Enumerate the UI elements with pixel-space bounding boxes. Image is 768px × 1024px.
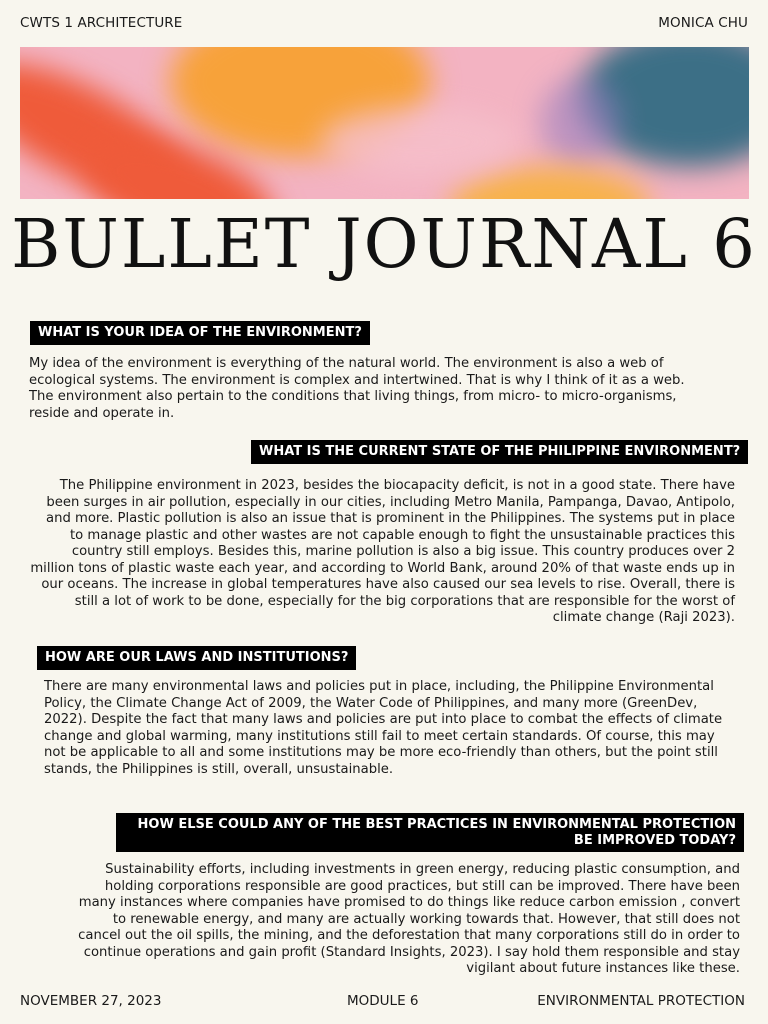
question-heading-2: WHAT IS THE CURRENT STATE OF THE PHILIPPINE ENVIRONMENT? [251, 440, 748, 464]
page-title: BULLET JOURNAL 6 [11, 205, 757, 283]
author-name: MONICA CHU [658, 15, 748, 31]
footer-module: MODULE 6 [347, 993, 419, 1009]
gradient-banner-image [20, 47, 749, 199]
answer-paragraph-2: The Philippine environment in 2023, besides the biocapacity deficit, is not in a good state. There have been surges in air pollution, especially in our cities, including Metro Manila, Pampanga, Davao, Antipolo, and more. Plastic pollution is also an issue that is prominent in the Philippines. The systems put in place to manage plastic and other wastes are not capable enough to fight the unsustainable practices this country still employs. Besides this, marine pollution is also a big issue. This country produces over 2 million tons of plastic waste each year, and according to World Bank, around 20% of that waste ends up in our oceans. The increase in global temperatures have also caused our sea levels to rise. Overall, there is still a lot of work to be done, especially for the big corporations that are responsible for the worst of climate change (Raji 2023). [30, 478, 735, 625]
answer-paragraph-4: Sustainability efforts, including investments in green energy, reducing plastic consumption, and holding corporations responsible are good practices, but still can be improved. There have been many instances where companies have promised to do things like reduce carbon emission , convert to renewable energy, and many are actually working towards that. However, that still does not cancel out the oil spills, the mining, and the deforestation that many corporations still do in order to continue operations and gain profit (Standard Insights, 2023). I say hold them responsible and stay vigilant about future instances like these. [78, 862, 740, 976]
course-label: CWTS 1 ARCHITECTURE [20, 15, 183, 31]
footer-date: NOVEMBER 27, 2023 [20, 993, 162, 1009]
question-heading-1: WHAT IS YOUR IDEA OF THE ENVIRONMENT? [30, 321, 370, 345]
answer-paragraph-1: My idea of the environment is everything of the natural world. The environment is also a web of ecological systems. The environment is complex and intertwined. That is why I think of it as a web. The environment also pertain to the conditions that living things, from micro- to micro-organisms, reside and operate in. [29, 356, 685, 421]
question-heading-3: HOW ARE OUR LAWS AND INSTITUTIONS? [37, 646, 356, 670]
question-heading-4: HOW ELSE COULD ANY OF THE BEST PRACTICES IN ENVIRONMENTAL PROTECTION BE IMPROVED TODAY? [116, 813, 744, 852]
answer-paragraph-3: There are many environmental laws and policies put in place, including, the Philippine Environmental Policy, the Climate Change Act of 2009, the Water Code of Philippines, and many more (GreenDev, 2022). Despite the fact that many laws and policies are put into place to combat the effects of climate change and global warming, many institutions still fail to meet certain standards. Of course, this may not be applicable to all and some institutions may be more eco-friendly than others, but the point still stands, the Philippines is still, overall, unsustainable. [44, 679, 723, 777]
footer-topic: ENVIRONMENTAL PROTECTION [537, 993, 745, 1009]
